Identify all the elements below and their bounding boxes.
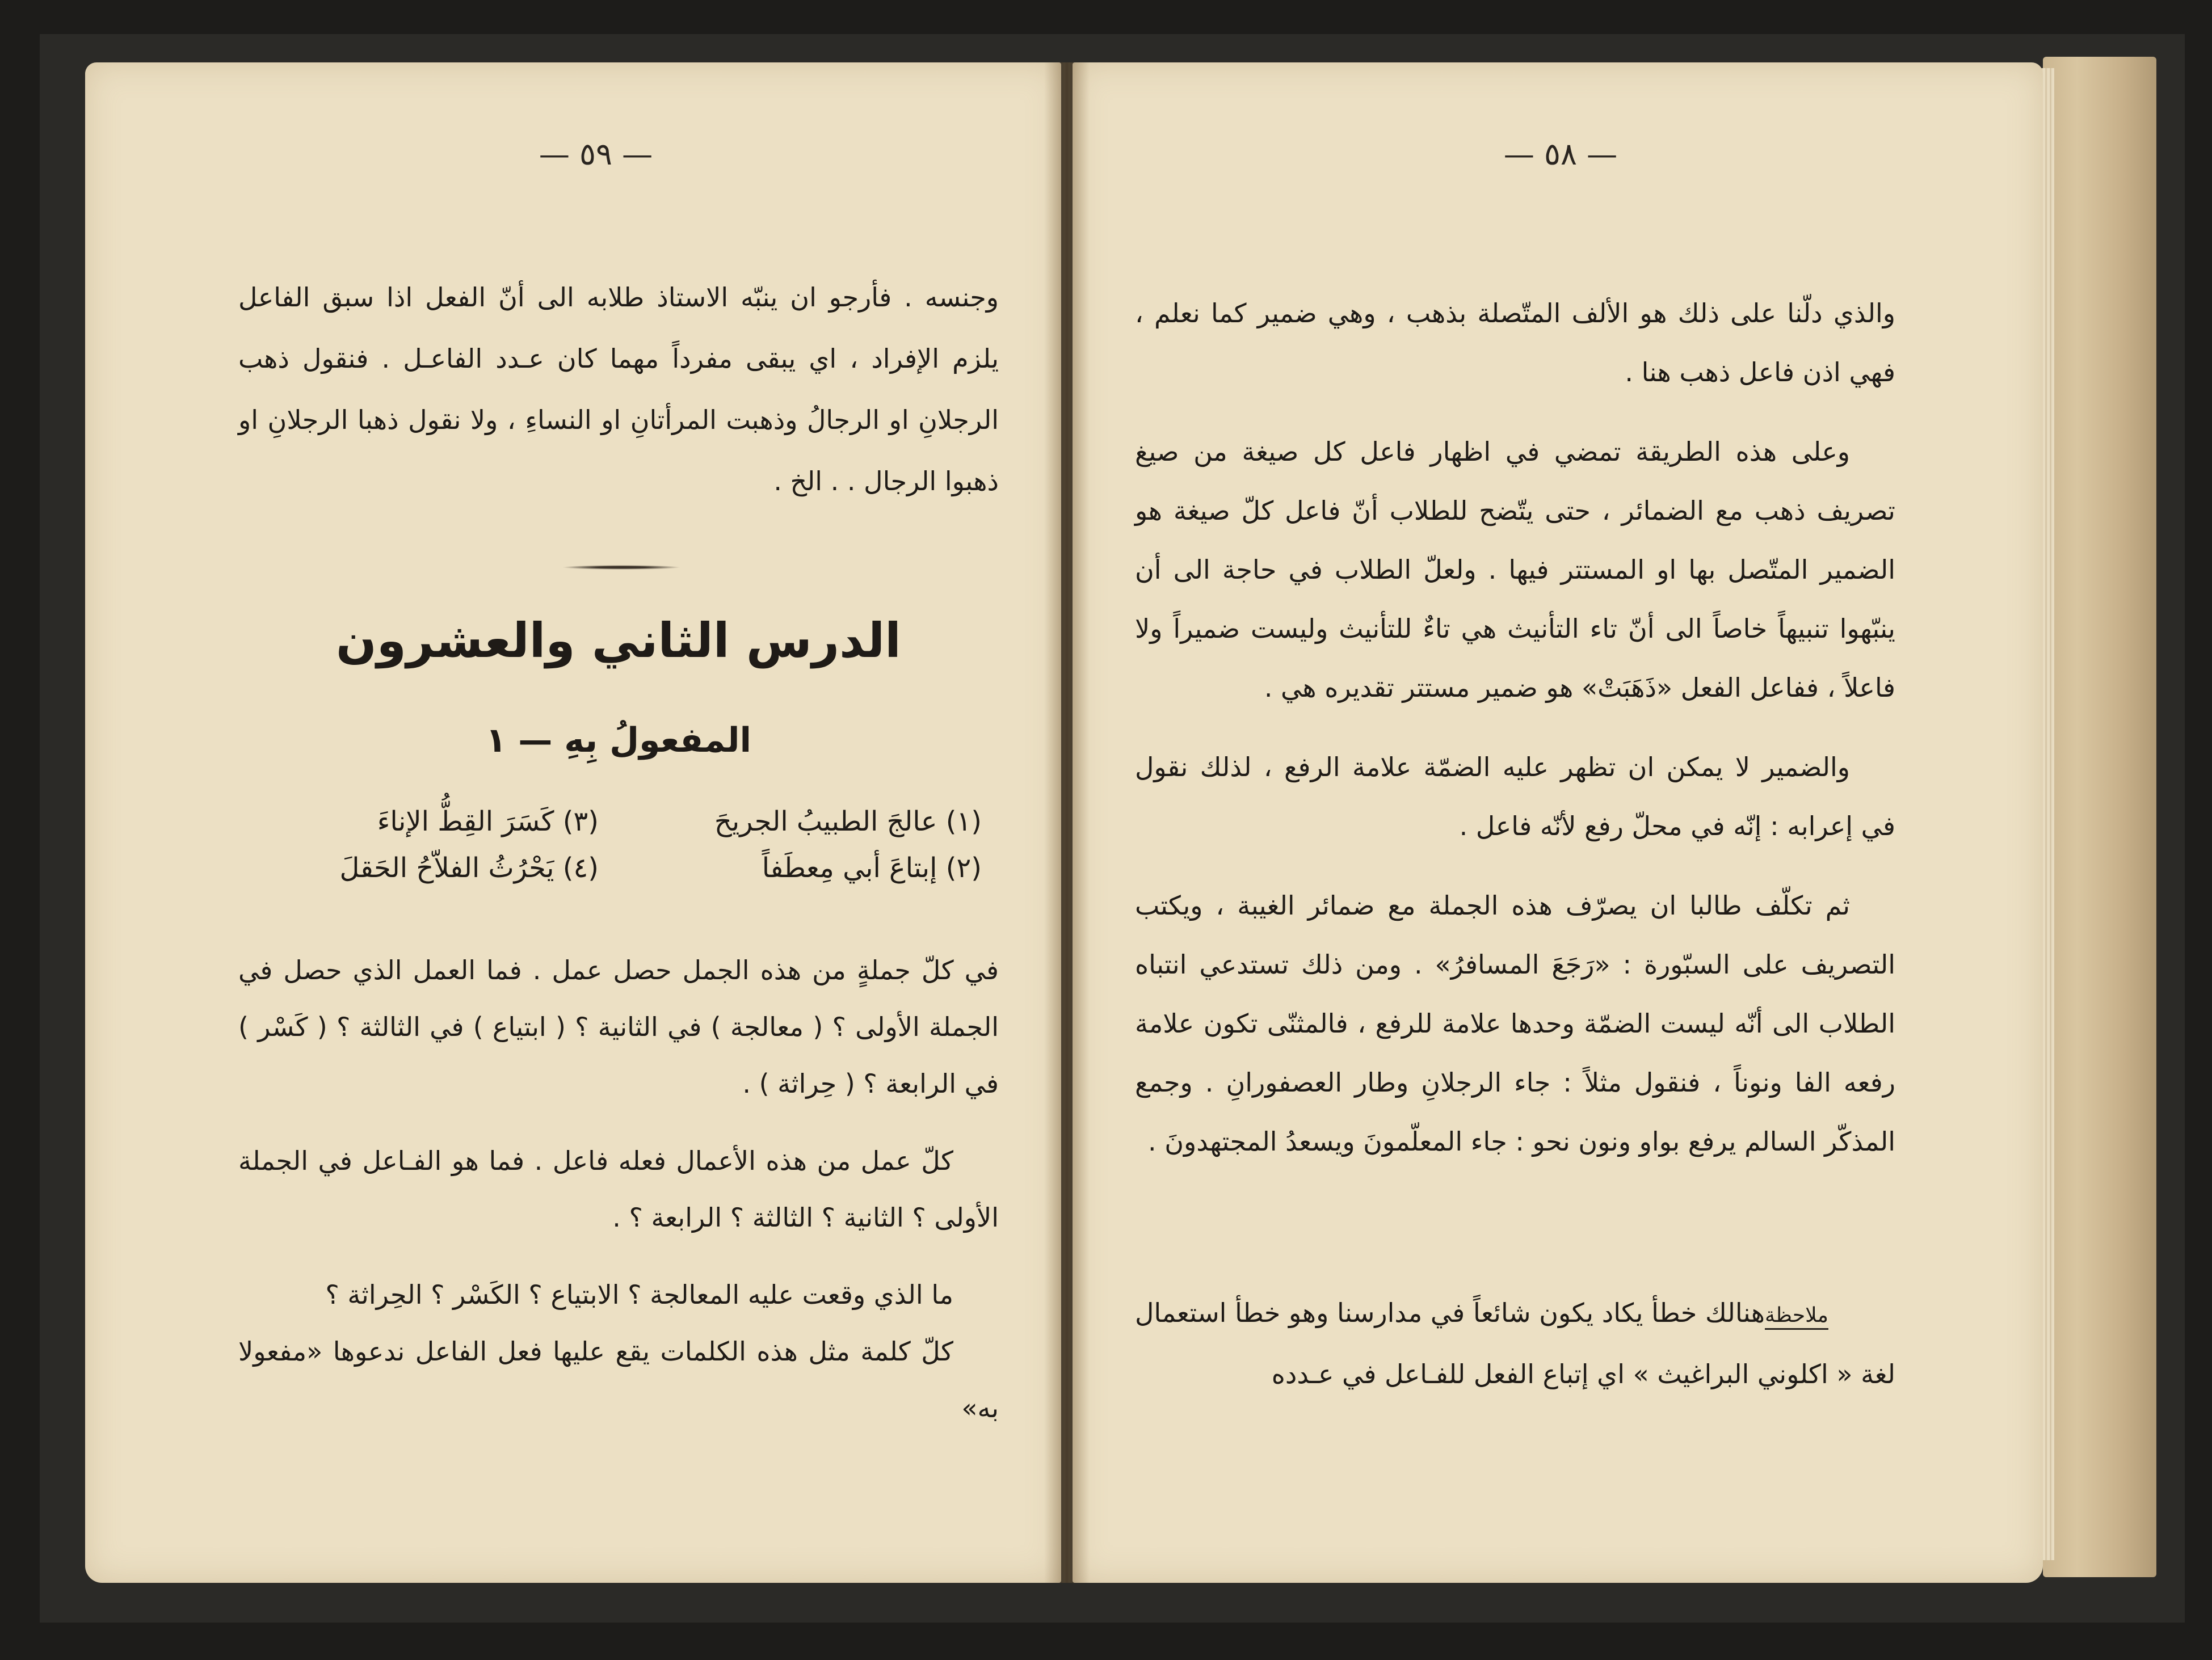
left-body-paragraph: كلّ كلمة مثل هذه الكلمات يقع عليها فعل الفاعل ندعوها «مفعولا به» [238,1336,999,1423]
left-body-paragraph: ما الذي وقعت عليه المعالجة ؟ الابتياع ؟ الكَسْر ؟ الحِراثة ؟ [325,1279,953,1310]
example-2: (٢) إبتاعَ أبي مِعطَفاً [762,852,982,884]
left-body-paragraph: كلّ عمل من هذه الأعمال فعله فاعل . فما هو الفـاعل في الجملة الأولى ؟ الثانية ؟ الثالثة ؟ الرابعة ؟ . [238,1145,999,1233]
section-divider-ornament [562,565,681,570]
example-1: (١) عالجَ الطبيبُ الجريحَ [714,806,982,837]
left-intro-text [238,267,999,512]
left-body-text [238,942,999,1436]
right-paragraph: والذي دلّنا على ذلك هو الألف المتّصلة بذهب ، وهي ضمير كما نعلم ، فهي اذن فاعل ذهب هنا . [1135,298,1895,387]
right-paragraph: والضمير لا يمكن ان تظهر عليه الضمّة علامة الرفع ، لذلك نقول في إعرابه : إنّه في محلّ رفع لأنّه فاعل . [1135,752,1895,841]
left-page-number: — ٥٩ — [539,136,653,172]
right-body-text [1135,284,1895,1171]
examples-grid [250,806,982,884]
lesson-title: الدرس الثاني والعشرون [336,613,901,668]
right-page-number: — ٥٨ — [1503,136,1618,172]
left-paragraph: وجنسه . فأرجو ان ينبّه الاستاذ طلابه الى أنّ الفعل اذا سبق الفاعل يلزم الإفراد ، اي يبقى مفرداً مهما كان عـدد الفاعـل . فنقول ذهب الرجلانِ او الرجالُ وذهبت المرأتانِ او النساءِ ، ولا نقول ذهبا الرجلانِ او ذهبوا الرجال . . الخ . [238,282,999,496]
left-body-paragraph: في كلّ جملةٍ من هذه الجمل حصل عمل . فما العمل الذي حصل في الجملة الأولى ؟ ( معالجة ) في الثانية ؟ ( ابتياع ) في الثالثة ؟ ( كَسْر ) في الرابعة ؟ ( حِراثة ) . [238,955,999,1099]
page-stack-edge [2043,57,2156,1577]
right-paragraph: ثم تكلّف طالبا ان يصرّف هذه الجملة مع ضمائر الغيبة ، ويكتب التصريف على السبّورة : «رَجَعَ المسافرُ» . ومن ذلك تستدعي انتباه الطلاب الى أنّه ليست الضمّة وحدها علامة للرفع ، فالمثنّى تكون علامة رفعه الفا ونوناً ، فنقول مثلاً : جاء الرجلانِ وطار العصفورانِ . وجمع المذكّر السالم يرفع بواو ونون نحو : جاء المعلّمونَ ويسعدُ المجتهدونَ . [1135,890,1895,1157]
book-gutter [1044,62,1090,1583]
example-4: (٤) يَحْرُثُ الفلاّحُ الحَقلَ [339,852,599,884]
example-3: (٣) كَسَرَ القِطُّ الإناءَ [377,806,599,837]
lesson-subtitle: المفعولُ بِهِ — ١ [485,721,752,760]
note-text [1135,1282,1895,1405]
right-paragraph: وعلى هذه الطريقة تمضي في اظهار فاعل كل صيغة من صيغ تصريف ذهب مع الضمائر ، حتى يتّضح للطلاب أنّ فاعل كلّ صيغة هو الضمير المتّصل بها او المستتر فيها . ولعلّ الطلاب في حاجة الى أن ينبّهوا تنبيهاً خاصاً الى أنّ تاء التأنيث هي تاءٌ للتأنيث وليست ضميراً ولا فاعلاً ، ففاعل الفعل «ذَهَبَتْ» هو ضمير مستتر تقديره هي . [1135,436,1895,703]
note-label: ملاحظة [1765,1304,1828,1330]
note-paragraph: هنالك خطأ يكاد يكون شائعاً في مدارسنا وهو خطأ استعمال لغة « اكلوني البراغيث » اي إتباع الفعل للفـاعل في عـدده [1135,1297,1895,1389]
